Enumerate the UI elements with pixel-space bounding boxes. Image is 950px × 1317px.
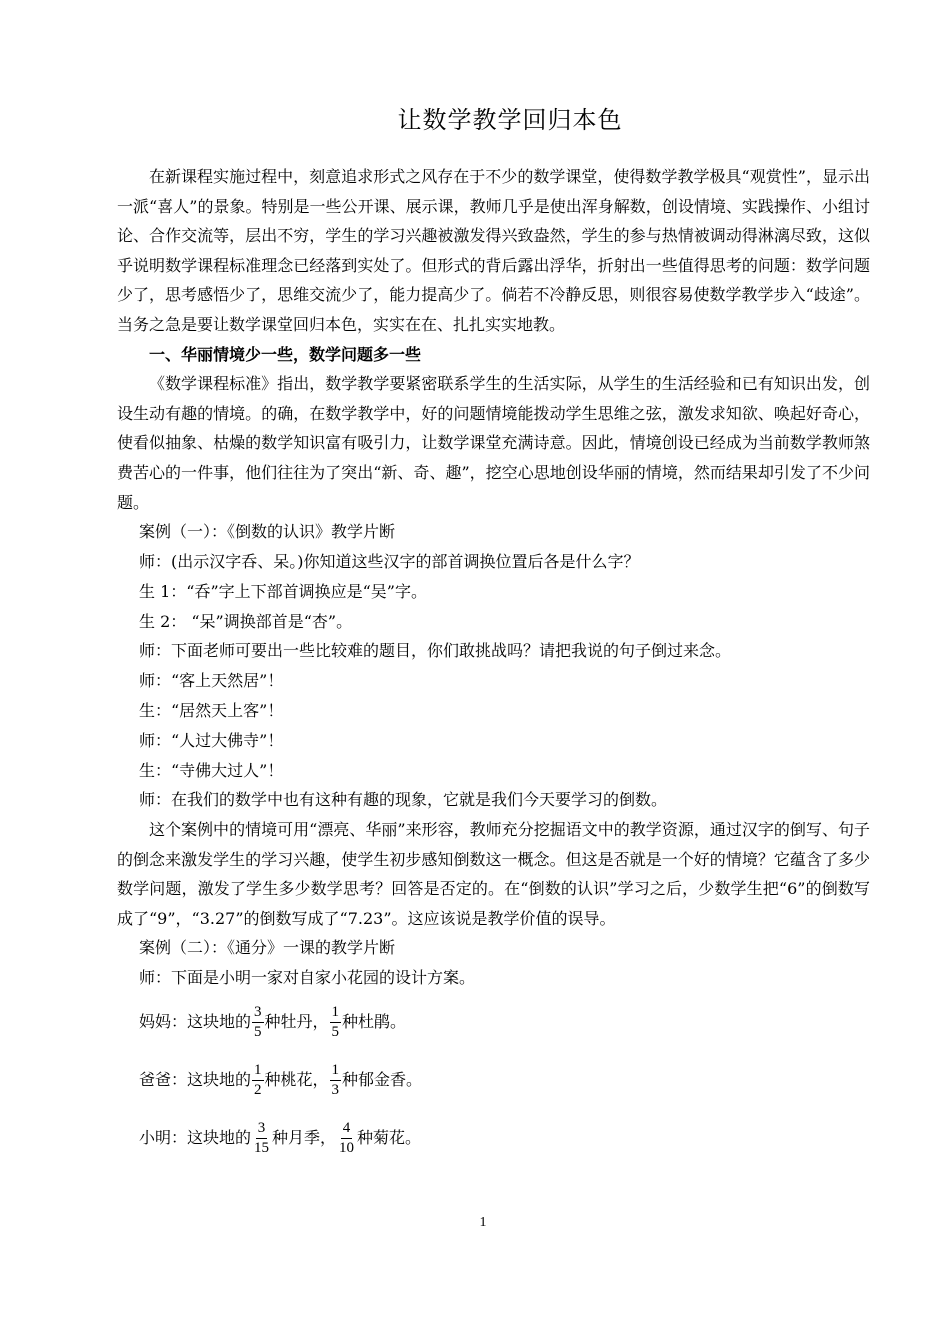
plan-text: 种菊花。	[357, 1128, 422, 1148]
fraction-denominator: 10	[339, 1139, 355, 1156]
fraction-denominator: 5	[254, 1023, 262, 1040]
dialogue-line: 师：在我们的数学中也有这种有趣的现象，它就是我们今天要学习的倒数。	[139, 790, 668, 810]
plan-speaker: 妈妈：这块地的	[139, 1012, 252, 1032]
page-number: 1	[479, 1215, 487, 1230]
fraction	[337, 1120, 356, 1157]
section-paragraph: 《数学课程标准》指出，数学教学要紧密联系学生的生活实际，从学生的生活经验和已有知识出发，创设生动有趣的情境。的确，在数学教学中，好的问题情境能拨动学生思维之弦，激发求知欲、唤起好奇心，使看似抽象、枯燥的数学知识富有吸引力，让数学课堂充满诗意。因此，情境创设已经成为当前数学教师煞费苦心的一件事，他们往往为了突出“新、奇、趣”，挖空心思地创设华丽的情境，然而结果却引发了不少问题。	[117, 374, 870, 512]
plan-text: 种桃花，	[264, 1070, 329, 1090]
fraction-numerator: 1	[330, 1062, 342, 1081]
plan-text: 种郁金香。	[342, 1070, 423, 1090]
dialogue-line: 生 2： “呆”调换部首是“杏”。	[139, 611, 353, 631]
plan-line-mother	[117, 993, 870, 1051]
fraction-numerator: 4	[341, 1120, 353, 1139]
fraction-denominator: 5	[331, 1023, 340, 1040]
dialogue-line: 师：(出示汉字呑、呆。)你知道这些汉字的部首调换位置后各是什么字？	[139, 551, 640, 571]
dialogue-line: 生：“寺佛大过人”！	[139, 760, 284, 780]
fraction	[252, 1004, 264, 1041]
document-body	[117, 162, 870, 1167]
fraction-numerator: 1	[330, 1004, 342, 1023]
fraction	[252, 1120, 271, 1157]
page-title: 让数学教学回归本色	[397, 106, 623, 134]
plan-speaker: 小明：这块地的	[139, 1128, 252, 1148]
dialogue-line: 师：“人过大佛寺”！	[139, 730, 284, 750]
dialogue-line: 师：下面老师可要出一些比较难的题目，你们敢挑战吗？请把我说的句子倒过来念。	[139, 641, 732, 661]
section-heading: 一、华丽情境少一些，数学问题多一些	[149, 344, 422, 364]
case1-title: 案例（一）：《倒数的认识》教学片断	[139, 522, 396, 542]
dialogue-line: 生：“居然天上客”！	[139, 700, 284, 720]
fraction-numerator: 3	[252, 1004, 264, 1023]
fraction	[252, 1062, 264, 1099]
fraction-numerator: 1	[252, 1062, 264, 1081]
fraction-denominator: 15	[254, 1139, 270, 1156]
plan-text: 种月季，	[272, 1128, 337, 1148]
case2-title: 案例（二）：《通分》一课的教学片断	[139, 938, 396, 958]
plan-text: 种杜鹃。	[342, 1012, 407, 1032]
plan-speaker: 爸爸：这块地的	[139, 1070, 252, 1090]
fraction	[330, 1062, 342, 1099]
fraction-numerator: 3	[256, 1120, 268, 1139]
dialogue-line: 生 1：“呑”字上下部首调换应是“吴”字。	[139, 581, 427, 601]
case1-analysis: 这个案例中的情境可用“漂亮、华丽”来形容，教师充分挖掘语文中的教学资源，通过汉字的倒写、句子的倒念来激发学生的学习兴趣，使学生初步感知倒数这一概念。但这是否就是一个好的情境？它蕴含了多少数学问题，激发了学生多少数学思考？回答是否定的。在“倒数的认识”学习之后，少数学生把“6”的倒数写成了“9”，“3.27”的倒数写成了“7.23”。这应该说是教学价值的误导。	[117, 820, 870, 928]
dialogue-line: 师：“客上天然居”！	[139, 671, 284, 691]
fraction	[330, 1004, 342, 1041]
fraction-denominator: 2	[254, 1081, 262, 1098]
intro-paragraph: 在新课程实施过程中，刻意追求形式之风存在于不少的数学课堂，使得数学教学极具“观赏性”，显示出一派“喜人”的景象。特别是一些公开课、展示课，教师几乎是使出浑身解数，创设情境、实践操作、小组讨论、合作交流等，层出不穷，学生的学习兴趣被激发得兴致盎然，学生的参与热情被调动得淋漓尽致，这似乎说明数学课程标准理念已经落到实处了。但形式的背后露出浮华，折射出一些值得思考的问题：数学问题少了，思考感悟少了，思维交流少了，能力提高少了。倘若不冷静反思，则很容易使数学教学步入“歧途”。当务之急是要让数学课堂回归本色，实实在在、扎扎实实地教。	[117, 167, 870, 334]
plan-text: 种牡丹，	[264, 1012, 329, 1032]
plan-line-father	[117, 1051, 870, 1109]
plan-line-xiaoming	[117, 1109, 870, 1167]
dialogue-line: 师：下面是小明一家对自家小花园的设计方案。	[139, 968, 476, 988]
fraction-denominator: 3	[331, 1081, 340, 1098]
